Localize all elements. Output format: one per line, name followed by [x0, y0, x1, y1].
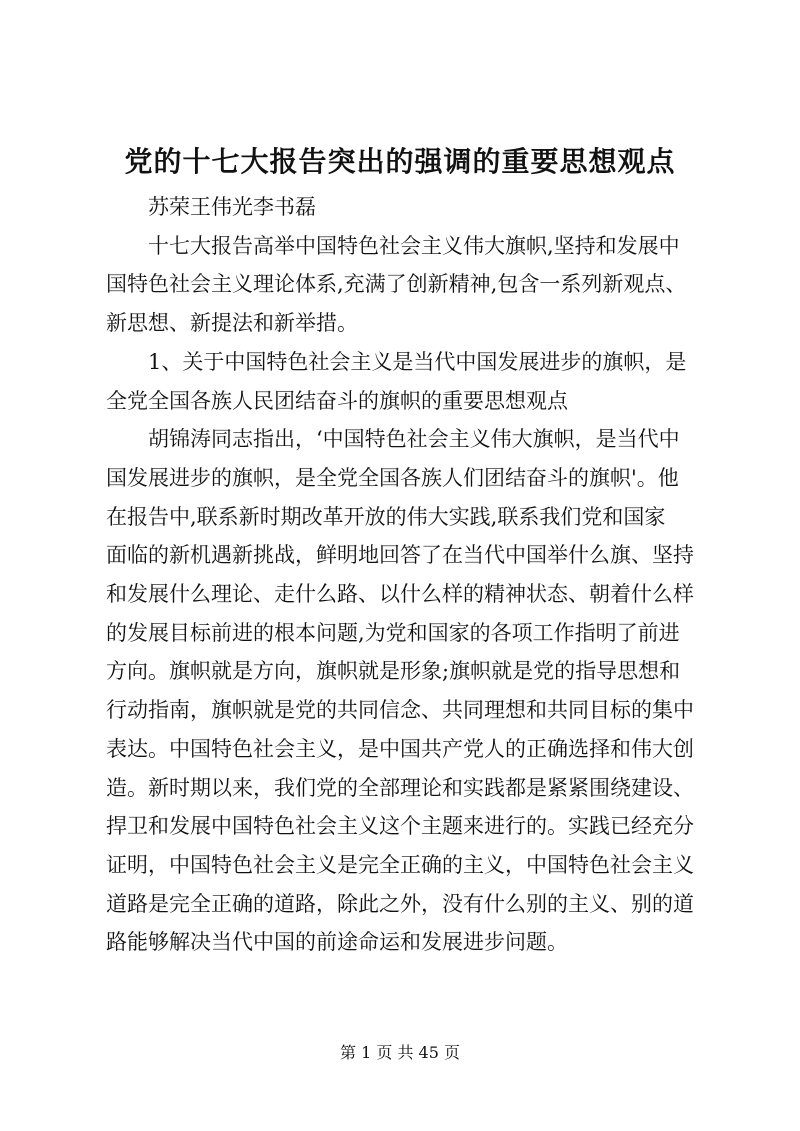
text-line: 新思想、新提法和新举措。: [106, 311, 358, 336]
text-line: 行动指南，旗帜就是党的共同信念、共同理想和共同目标的集中: [106, 698, 694, 723]
text-line: 胡锦涛同志指出，‘中国特色社会主义伟大旗帜，是当代中: [148, 427, 680, 452]
text-line: 苏荣王伟光李书磊: [148, 195, 316, 219]
text-line: 路能够解决当代中国的前途命运和发展进步问题。: [106, 930, 568, 955]
text-line: 方向。旗帜就是方向，旗帜就是形象;旗帜就是党的指导思想和: [106, 659, 681, 684]
text-line: 1、关于中国特色社会主义是当代中国发展进步的旗帜，是: [148, 349, 687, 374]
text-line: 表达。中国特色社会主义，是中国共产党人的正确选择和伟大创: [106, 736, 694, 761]
page-number-footer: 第 1 页 共 45 页: [340, 1043, 460, 1062]
section-heading: [106, 343, 706, 420]
text-line: 的发展目标前进的根本问题,为党和国家的各项工作指明了前进: [106, 620, 680, 645]
text-line: 道路是完全正确的道路，除此之外，没有什么别的主义、别的道: [106, 891, 694, 916]
text-line: 证明，中国特色社会主义是完全正确的主义，中国特色社会主义: [106, 852, 694, 877]
text-line: 面临的新机遇新挑战，鲜明地回答了在当代中国举什么旗、坚持: [106, 543, 694, 568]
text-line: 十七大报告高举中国特色社会主义伟大旗帜,坚持和发展中: [148, 233, 680, 258]
text-line: 国特色社会主义理论体系,充满了创新精神,包含一系列新观点、: [106, 272, 687, 297]
paragraph: [106, 227, 706, 343]
author-line: [106, 188, 706, 227]
text-line: 造。新时期以来，我们党的全部理论和实践都是紧紧围绕建设、: [106, 775, 694, 800]
text-line: 和发展什么理论、走什么路、以什么样的精神状态、朝着什么样: [106, 582, 694, 607]
document-title: 党的十七大报告突出的强调的重要思想观点: [124, 145, 676, 178]
document-body: [106, 188, 706, 962]
text-line: 捍卫和发展中国特色社会主义这个主题来进行的。实践已经充分: [106, 814, 694, 839]
text-line: 在报告中,联系新时期改革开放的伟大实践,联系我们党和国家: [106, 504, 666, 529]
paragraph: [106, 420, 706, 962]
text-line: 全党全国各族人民团结奋斗的旗帜的重要思想观点: [106, 388, 568, 413]
text-line: 国发展进步的旗帜，是全党全国各族人们团结奋斗的旗帜'。他: [106, 465, 679, 490]
